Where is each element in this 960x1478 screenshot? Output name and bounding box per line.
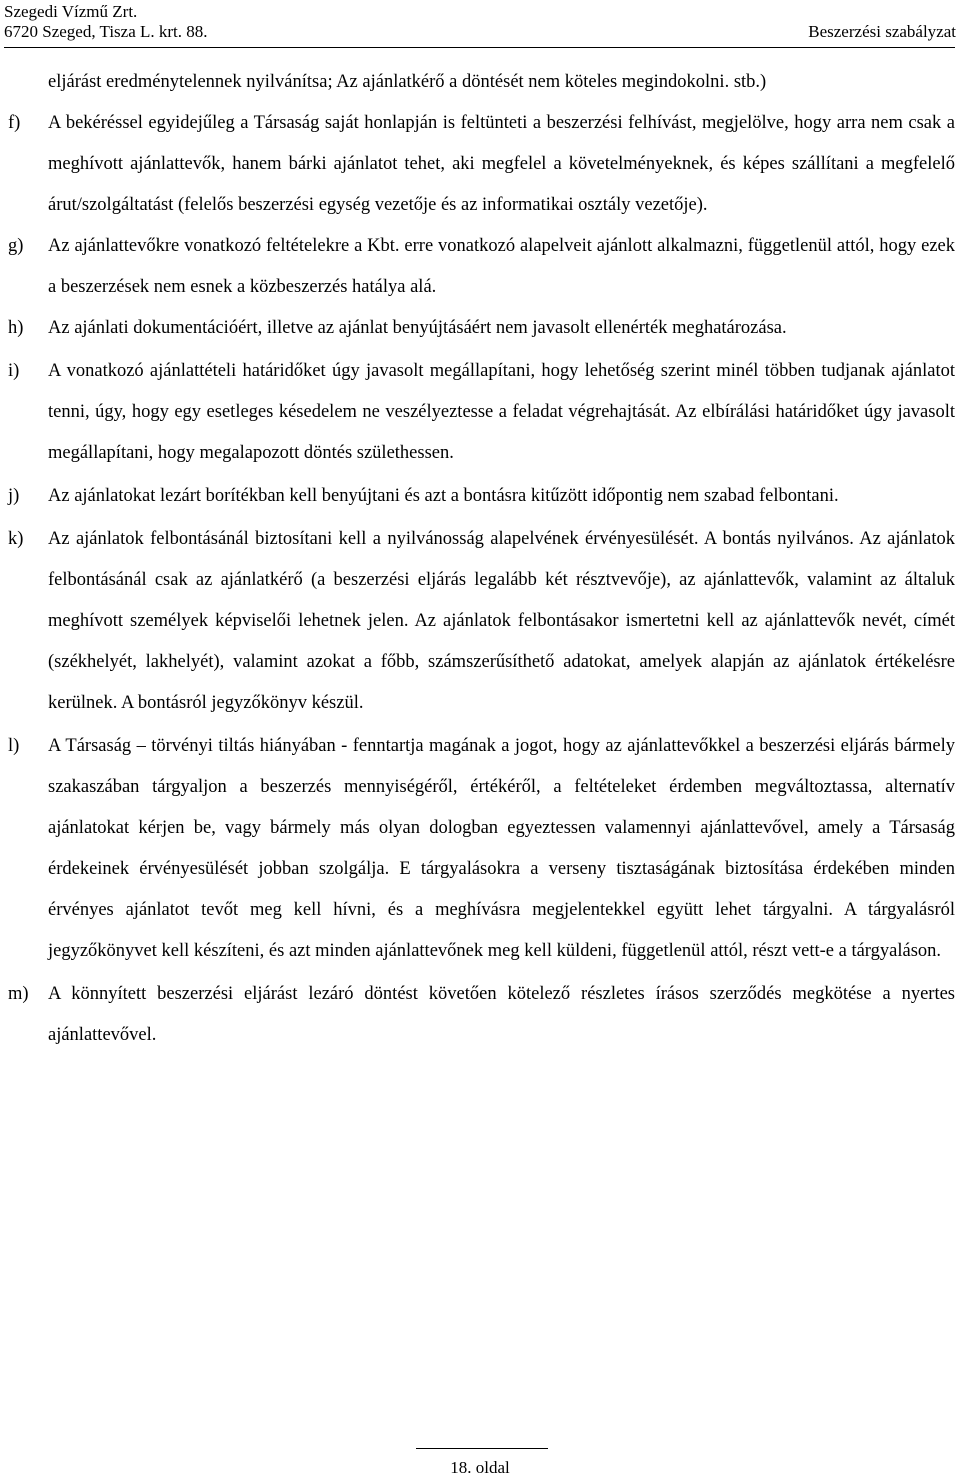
list-marker: j): [8, 486, 20, 506]
list-item-text: A könnyített beszerzési eljárást lezáró döntést követően kötelező részletes írásos szerződés megkötése a nyertes ajánlattevővel.: [48, 984, 955, 1045]
list-marker: i): [8, 361, 20, 381]
list-item-text: A Társaság – törvényi tiltás hiányában - fenntartja magának a jogot, hogy az ajánlattevőkkel a beszerzési eljárás bármely szakaszában tárgyaljon a beszerzés mennyiségéről, értékéről, a feltételeket érdemben megváltoztassa, alternatív ajánlatokat kérjen be, vagy bármely más olyan dologban egyeztessen valamennyi ajánlattevővel, amely a Társaság érdekeinek érvényesülését jobban szolgálja. E tárgyalásokra a verseny tisztaságának biztosítása érdekében minden érvényes ajánlatot tevőt meg kell hívni, és a meghívásra megjelentekkel együtt lehet tárgyalni. A tárgyalásról jegyzőkönyvet kell készíteni, és azt minden ajánlattevőnek meg kell küldeni, függetlenül attól, részt vett-e a tárgyaláson.: [48, 736, 955, 961]
header-divider: [4, 47, 955, 48]
list-item-j: [8, 476, 955, 517]
document-title: Beszerzési szabályzat: [808, 22, 956, 41]
list-item-text: Az ajánlatok felbontásánál biztosítani kell a nyilvánosság alapelvének érvényesülését. A bontás nyilvános. Az ajánlatok felbontásánál csak az ajánlatkérő (a beszerzési eljárás legalább két résztvevője), az ajánlattevők, valamint az általuk meghívott személyek képviselői lehetnek jelen. Az ajánlatok felbontásakor ismertetni kell az ajánlattevők nevét, címét (székhelyét, lakhelyét), valamint azokat a főbb, számszerűsíthető adatokat, amelyek alapján az ajánlatok értékelésre kerülnek. A bontásról jegyzőkönyv készül.: [48, 529, 955, 713]
document-body: [8, 62, 955, 1056]
page-header: [4, 2, 956, 42]
intro-paragraph: eljárást eredménytelennek nyilvánítsa; Az ajánlatkérő a döntését nem köteles megindokolni. stb.): [48, 72, 767, 92]
header-row-2: [4, 22, 956, 42]
list-item-i: [8, 351, 955, 474]
company-name: Szegedi Vízmű Zrt.: [4, 2, 138, 21]
list-item-k: [8, 519, 955, 724]
list-item-text: A vonatkozó ajánlattételi határidőket úgy javasolt megállapítani, hogy lehetőség szerint minél többen tudjanak ajánlatot tenni, úgy, hogy egy esetleges késedelem ne veszélyeztesse a feladat végrehajtását. Az elbírálási határidőket úgy javasolt megállapítani, hogy megalapozott döntés születhessen.: [48, 361, 955, 463]
list-item-f: [8, 103, 955, 226]
list-item-g: [8, 226, 955, 308]
footer-divider: [416, 1448, 548, 1449]
page-number: 18. oldal: [450, 1458, 510, 1477]
list-item-text: Az ajánlatokat lezárt borítékban kell benyújtani és azt a bontásra kitűzött időpontig nem szabad felbontani.: [48, 486, 839, 506]
list-marker: h): [8, 318, 24, 338]
list-item-m: [8, 974, 955, 1056]
list-item-text: Az ajánlattevőkre vonatkozó feltételekre a Kbt. erre vonatkozó alapelveit ajánlott alkalmazni, függetlenül attól, hogy ezek a beszerzések nem esnek a közbeszerzés hatálya alá.: [48, 236, 955, 297]
list-item-h: [8, 308, 955, 349]
company-address: 6720 Szeged, Tisza L. krt. 88.: [4, 22, 208, 41]
list-marker: l): [8, 736, 20, 756]
list-marker: m): [8, 984, 29, 1004]
list-item-text: A bekéréssel egyidejűleg a Társaság saját honlapján is feltünteti a beszerzési felhívást, megjelölve, hogy arra nem csak a meghívott ajánlattevők, hanem bárki ajánlatot tehet, aki megfelel a követelményeknek, és képes szállítani a megfelelő árut/szolgáltatást (felelős beszerzési egység vezetője és az informatikai osztály vezetője).: [48, 113, 955, 215]
list-marker: k): [8, 529, 24, 549]
list-marker: g): [8, 236, 24, 256]
list-item-l: [8, 726, 955, 972]
list-item-text: Az ajánlati dokumentációért, illetve az ajánlat benyújtásáért nem javasolt ellenérték meghatározása.: [48, 318, 787, 338]
list-marker: f): [8, 113, 21, 133]
header-row-1: [4, 2, 956, 22]
